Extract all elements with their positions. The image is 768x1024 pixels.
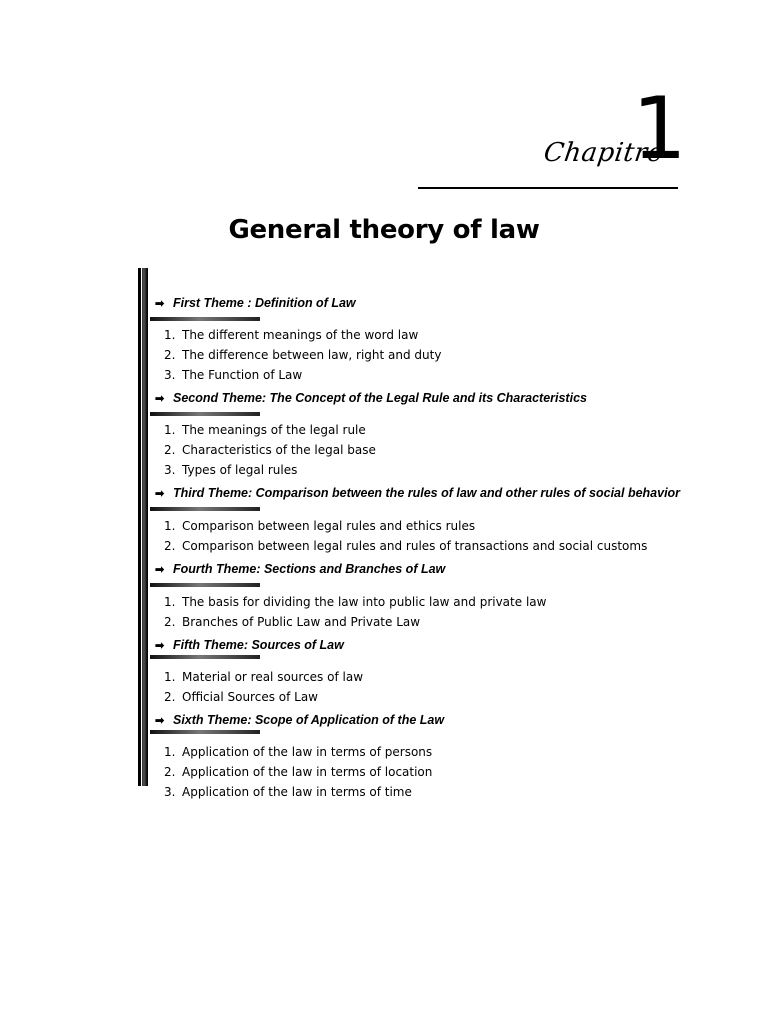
- theme-heading-1: [155, 296, 356, 310]
- item-number: 1.: [164, 595, 176, 609]
- list-item: [164, 785, 412, 799]
- list-item: [164, 328, 418, 342]
- item-number: 1.: [164, 519, 176, 533]
- item-text: The meanings of the legal rule: [182, 423, 366, 437]
- item-text: Branches of Public Law and Private Law: [182, 615, 421, 629]
- list-item: [164, 765, 432, 779]
- item-number: 2.: [164, 690, 176, 704]
- item-number: 1.: [164, 423, 176, 437]
- theme-underline: [150, 507, 260, 511]
- list-item: [164, 443, 376, 457]
- list-item: [164, 615, 420, 629]
- item-number: 3.: [164, 368, 176, 382]
- arrow-icon: ➡: [155, 640, 165, 652]
- item-number: 3.: [164, 463, 176, 477]
- theme-heading-text: Second Theme: The Concept of the Legal Rule and its Characteristics: [173, 391, 587, 405]
- list-item: [164, 348, 441, 362]
- list-item: [164, 745, 432, 759]
- theme-heading-text: First Theme : Definition of Law: [173, 296, 356, 310]
- theme-heading-text: Third Theme: Comparison between the rules of law and other rules of social behavior: [173, 486, 681, 500]
- item-number: 1.: [164, 328, 176, 342]
- item-number: 1.: [164, 745, 176, 759]
- list-item: [164, 690, 318, 704]
- item-text: Official Sources of Law: [182, 690, 318, 704]
- list-item: [164, 539, 647, 553]
- chapter-number: 1: [632, 79, 687, 179]
- list-item: [164, 519, 475, 533]
- item-text: Application of the law in terms of persons: [182, 745, 433, 759]
- item-text: The different meanings of the word law: [182, 328, 419, 342]
- item-text: The difference between law, right and duty: [182, 348, 442, 362]
- theme-underline: [150, 655, 260, 659]
- list-item: [164, 423, 366, 437]
- item-number: 3.: [164, 785, 176, 799]
- theme-heading-4: [155, 562, 445, 576]
- theme-heading-text: Sixth Theme: Scope of Application of the Law: [173, 713, 445, 727]
- item-number: 2.: [164, 348, 176, 362]
- theme-underline: [150, 412, 260, 416]
- theme-heading-text: Fifth Theme: Sources of Law: [173, 638, 344, 652]
- item-text: Characteristics of the legal base: [182, 443, 376, 457]
- item-text: Types of legal rules: [182, 463, 298, 477]
- theme-heading-5: [155, 638, 344, 652]
- item-number: 2.: [164, 539, 176, 553]
- chapter-label: Chapitre: [541, 138, 666, 168]
- item-text: Application of the law in terms of location: [182, 765, 433, 779]
- item-number: 2.: [164, 443, 176, 457]
- theme-heading-2: [155, 391, 587, 405]
- item-number: 1.: [164, 670, 176, 684]
- item-text: Material or real sources of law: [182, 670, 364, 684]
- item-text: Comparison between legal rules and rules of transactions and social customs: [182, 539, 648, 553]
- item-text: The basis for dividing the law into public law and private law: [182, 595, 547, 609]
- page-title: General theory of law: [228, 215, 540, 245]
- arrow-icon: ➡: [155, 393, 165, 405]
- list-item: [164, 368, 302, 382]
- theme-underline: [150, 317, 260, 321]
- list-item: [164, 595, 546, 609]
- item-number: 2.: [164, 615, 176, 629]
- theme-heading-3: [155, 486, 680, 500]
- theme-heading-6: [155, 713, 444, 727]
- list-item: [164, 463, 297, 477]
- item-text: Application of the law in terms of time: [182, 785, 412, 799]
- theme-underline: [150, 730, 260, 734]
- arrow-icon: ➡: [155, 488, 165, 500]
- arrow-icon: ➡: [155, 298, 165, 310]
- item-text: Comparison between legal rules and ethics rules: [182, 519, 476, 533]
- theme-heading-text: Fourth Theme: Sections and Branches of Law: [173, 562, 446, 576]
- arrow-icon: ➡: [155, 715, 165, 727]
- arrow-icon: ➡: [155, 564, 165, 576]
- theme-underline: [150, 583, 260, 587]
- list-item: [164, 670, 363, 684]
- item-text: The Function of Law: [182, 368, 303, 382]
- item-number: 2.: [164, 765, 176, 779]
